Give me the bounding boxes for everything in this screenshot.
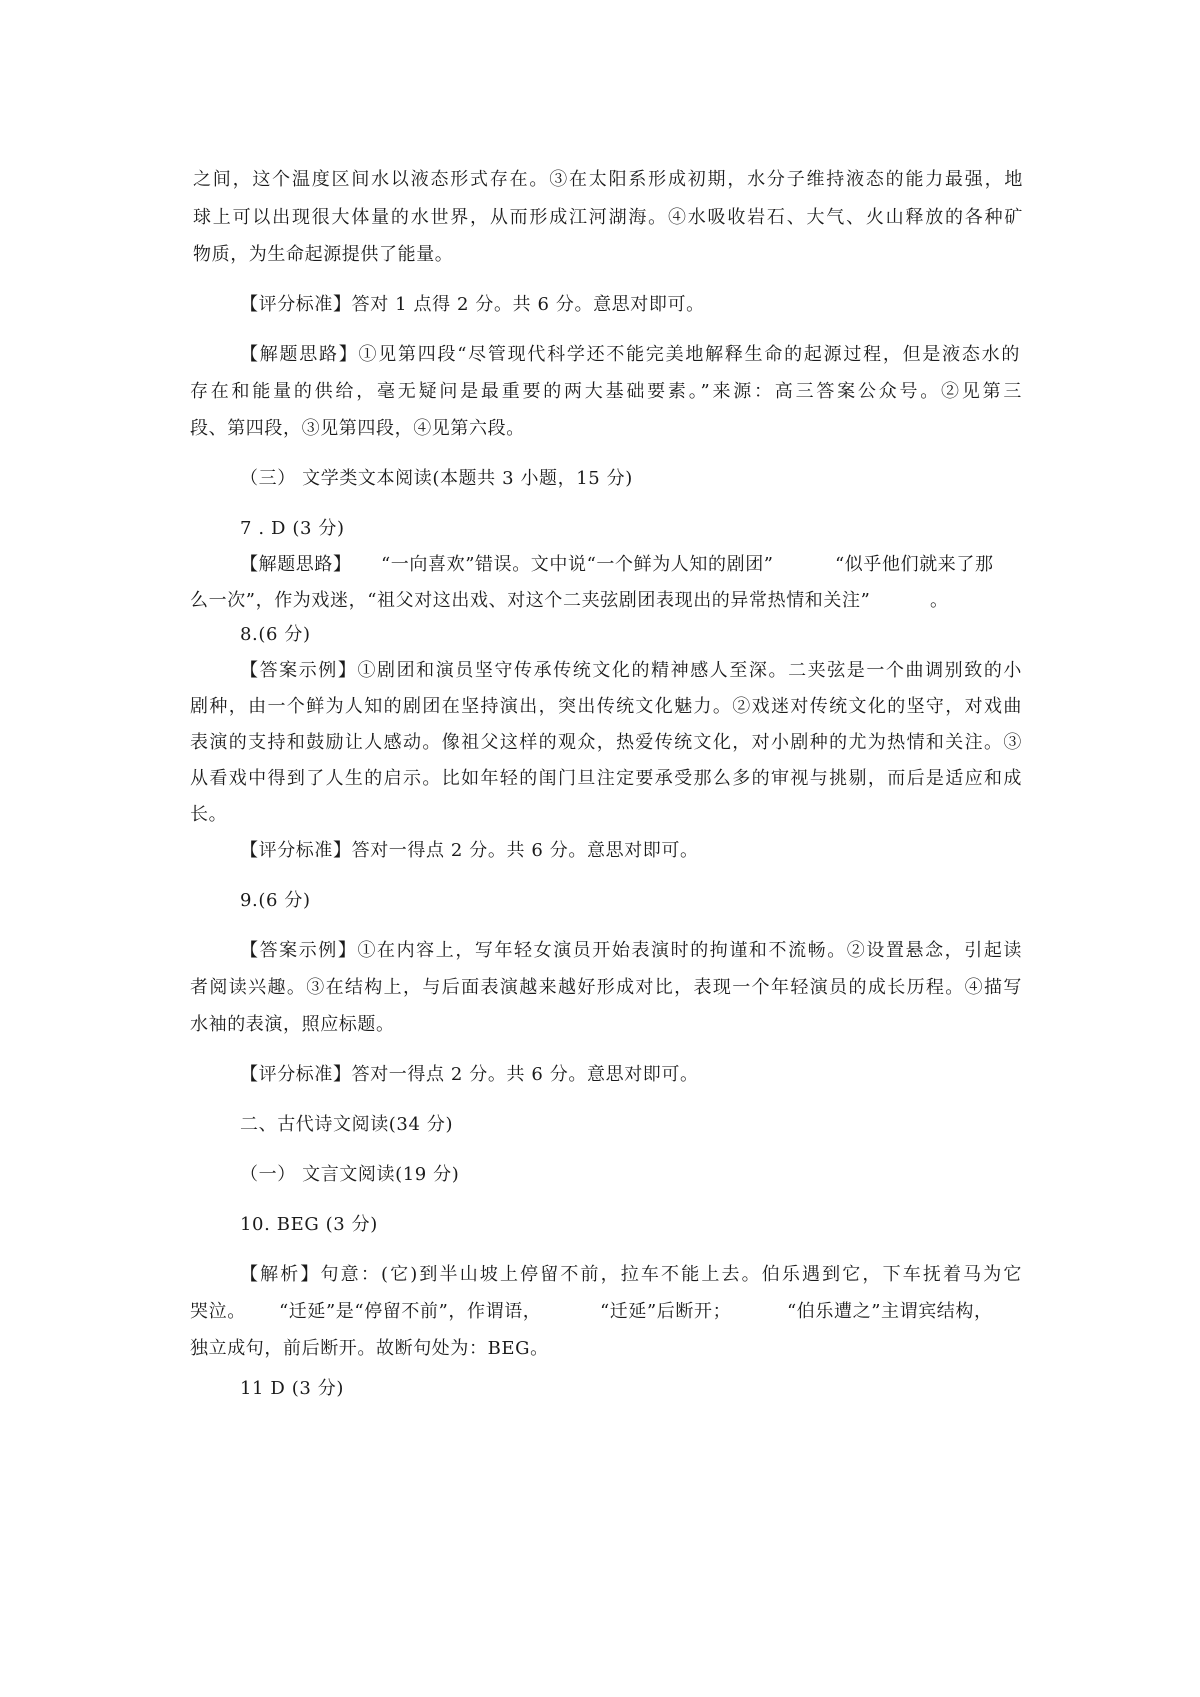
analysis-q10-line-2-part-a: “迁延”是“停留不前”，作谓语， bbox=[279, 1301, 542, 1322]
answer-example-q8-line-3: 表演的支持和鼓励让人感动。像祖父这样的观众，热爱传统文化，对小剧种的尤为热情和关注。③ bbox=[190, 732, 1022, 753]
analysis-q10-line-2-part-c: “伯乐遭之”主谓宾结构， bbox=[787, 1301, 993, 1322]
solution-idea-q7-label: 【解题思路】 bbox=[240, 554, 352, 575]
solution-idea-q7-line-2: 么一次”，作为戏迷，“祖父对这出戏、对这个二夹弦剧团表现出的异常热情和关注” bbox=[190, 590, 871, 611]
answer-text-line-1: 之间，这个温度区间水以液态形式存在。③在太阳系形成初期，水分子维持液态的能力最强，地 bbox=[193, 169, 1023, 190]
answer-example-q8-line-2: 剧种，由一个鲜为人知的剧团在坚持演出，突出传统文化魅力。②戏迷对传统文化的坚守，对戏曲 bbox=[190, 696, 1022, 717]
analysis-q10-line-2-part-b: “迁延”后断开； bbox=[600, 1301, 732, 1322]
answer-example-q8-line-4: 从看戏中得到了人生的启示。比如年轻的闺门旦注定要承受那么多的审视与挑剔，而后是适应和成 bbox=[190, 768, 1022, 789]
answer-example-q9-line-1: 【答案示例】①在内容上，写年轻女演员开始表演时的拘谨和不流畅。②设置悬念，引起读 bbox=[240, 940, 1022, 961]
answer-example-q9-line-2: 者阅读兴趣。③在结构上，与后面表演越来越好形成对比，表现一个年轻演员的成长历程。④描写 bbox=[190, 977, 1022, 998]
question-9-heading: 9.(6 分) bbox=[240, 890, 311, 911]
answer-example-q8-line-5: 长。 bbox=[190, 804, 228, 825]
answer-text-line-2: 球上可以出现很大体量的水世界，从而形成江河湖海。④水吸收岩石、大气、火山释放的各种矿 bbox=[193, 207, 1023, 228]
section-heading-classical-chinese: （一） 文言文阅读(19 分) bbox=[240, 1164, 460, 1185]
solution-idea-q7-period: 。 bbox=[930, 590, 949, 611]
analysis-q10-line-1: 【解析】句意：(它)到半山坡上停留不前，拉车不能上去。伯乐遇到它，下车抚着马为它 bbox=[240, 1264, 1022, 1285]
section-heading-literary-reading: （三） 文学类文本阅读(本题共 3 小题，15 分) bbox=[240, 468, 633, 489]
solution-idea-q7-part-a: “一向喜欢”错误。文中说“一个鲜为人知的剧团” bbox=[381, 554, 774, 575]
question-11-answer: 11 D (3 分) bbox=[240, 1378, 344, 1399]
answer-example-q9-line-3: 水袖的表演，照应标题。 bbox=[190, 1014, 395, 1035]
scoring-standard-q9: 【评分标准】答对一得点 2 分。共 6 分。意思对即可。 bbox=[240, 1064, 699, 1085]
question-8-heading: 8.(6 分) bbox=[240, 624, 311, 645]
question-10-answer: 10. BEG (3 分) bbox=[240, 1214, 378, 1235]
answer-text-line-3: 物质，为生命起源提供了能量。 bbox=[193, 244, 454, 265]
analysis-q10-line-3: 独立成句，前后断开。故断句处为：BEG。 bbox=[190, 1338, 549, 1359]
question-7-answer: 7 . D (3 分) bbox=[240, 518, 345, 539]
solution-idea-q7-part-b: “似乎他们就来了那 bbox=[835, 554, 994, 575]
section-heading-ancient-poetry: 二、古代诗文阅读(34 分) bbox=[240, 1114, 454, 1135]
solution-idea-q6-line-1: 【解题思路】①见第四段“尽管现代科学还不能完美地解释生命的起源过程，但是液态水的 bbox=[240, 344, 1020, 365]
solution-idea-q6-line-2: 存在和能量的供给，毫无疑问是最重要的两大基础要素。”来源：高三答案公众号。②见第三 bbox=[190, 381, 1022, 402]
analysis-q10-line-2-start: 哭泣。 bbox=[190, 1301, 246, 1322]
scoring-standard-q6: 【评分标准】答对 1 点得 2 分。共 6 分。意思对即可。 bbox=[240, 294, 705, 315]
scoring-standard-q8: 【评分标准】答对一得点 2 分。共 6 分。意思对即可。 bbox=[240, 840, 699, 861]
answer-example-q8-line-1: 【答案示例】①剧团和演员坚守传承传统文化的精神感人至深。二夹弦是一个曲调别致的小 bbox=[240, 660, 1022, 681]
solution-idea-q6-line-3: 段、第四段，③见第四段，④见第六段。 bbox=[190, 418, 525, 439]
